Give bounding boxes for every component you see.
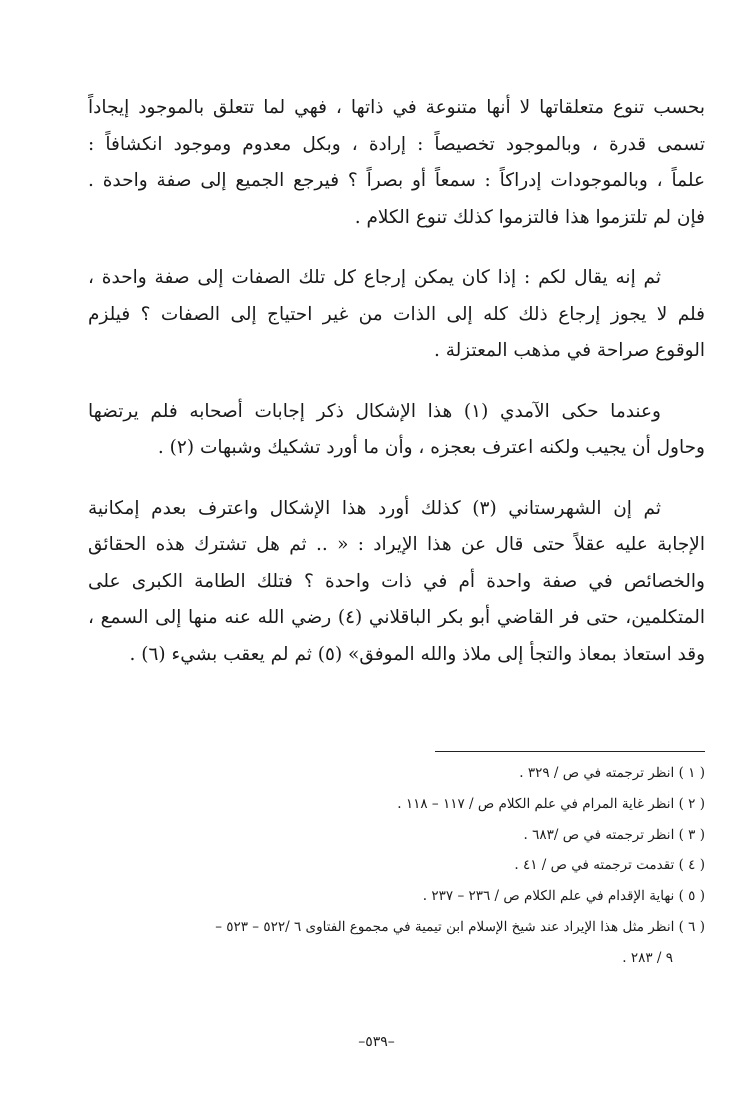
footnote-separator bbox=[435, 751, 705, 752]
text-line: علماً ، وبالموجودات إدراكاً : سمعاً أو بصراً ؟ فيرجع الجميع إلى صفة واحدة . bbox=[88, 170, 705, 191]
paragraph-3 bbox=[88, 394, 705, 467]
text-line: وقد استعاذ بمعاذ والتجأ إلى ملاذ والله الموفق» (٥) ثم لم يعقب بشيء (٦) . bbox=[129, 643, 705, 665]
text-line: والخصائص في صفة واحدة أم في ذات واحدة ؟ فتلك الطامة الكبرى على bbox=[88, 570, 705, 592]
text-line: بحسب تنوع متعلقاتها لا أنها متنوعة في ذاتها ، فهي لما تتعلق بالموجود إيجاداً bbox=[88, 97, 705, 118]
text-line: وحاول أن يجيب ولكنه اعترف بعجزه ، وأن ما أورد تشكيك وشبهات (٢) . bbox=[157, 437, 705, 458]
text-line: المتكلمين، حتى فر القاضي أبو بكر الباقلاني (٤) رضي الله عنه منها إلى السمع ، bbox=[88, 607, 705, 628]
text-line: ثم إنه يقال لكم : إذا كان يمكن إرجاع كل تلك الصفات إلى صفة واحدة ، bbox=[88, 267, 661, 288]
main-text bbox=[88, 90, 705, 697]
text-line: ثم إن الشهرستاني (٣) كذلك أورد هذا الإشكال واعترف بعدم إمكانية bbox=[88, 497, 661, 519]
footnote-5: ( ٥ ) نهاية الإقدام في علم الكلام ص / ٢٣٦ – ٢٣٧ . bbox=[422, 888, 705, 905]
footnote-1: ( ١ ) انظر ترجمته في ص / ٣٢٩ . bbox=[519, 765, 705, 781]
footnotes bbox=[60, 758, 705, 974]
footnote-2: ( ٢ ) انظر غاية المرام في علم الكلام ص / ١١٧ – ١١٨ . bbox=[397, 795, 705, 812]
footnote-6-continuation: ٩ / ٢٨٣ . bbox=[622, 949, 673, 966]
footnote-3: ( ٣ ) انظر ترجمته في ص /٦٨٣ . bbox=[523, 826, 705, 843]
text-line: وعندما حكى الآمدي (١) هذا الإشكال ذكر إجابات أصحابه فلم يرتضها bbox=[88, 400, 661, 422]
text-line: فلم لا يجوز إرجاع ذلك كله إلى الذات من غير احتياج إلى الصفات ؟ فيلزم bbox=[88, 303, 705, 325]
footnote-4: ( ٤ ) تقدمت ترجمته في ص / ٤١ . bbox=[514, 857, 705, 874]
text-line: تسمى قدرة ، وبالموجود تخصيصاً : إرادة ، وبكل معدوم وموجود انكشافاً : bbox=[88, 133, 705, 155]
text-line: فإن لم تلتزموا هذا فالتزموا كذلك تنوع الكلام . bbox=[354, 206, 705, 228]
footnote-6: ( ٦ ) انظر مثل هذا الإيراد عند شيخ الإسلام ابن تيمية في مجموع الفتاوى ٦ /٥٢٢ – ٥٢٣ – bbox=[215, 918, 705, 935]
paragraph-2 bbox=[88, 260, 705, 370]
text-line: الإجابة عليه عقلاً حتى قال عن هذا الإيراد : « .. ثم هل تشترك هذه الحقائق bbox=[88, 534, 705, 555]
paragraph-4 bbox=[88, 491, 705, 674]
text-line: الوقوع صراحة في مذهب المعتزلة . bbox=[433, 340, 705, 361]
page-number: –٥٣٩– bbox=[358, 1034, 395, 1050]
paragraph-1 bbox=[88, 90, 705, 236]
